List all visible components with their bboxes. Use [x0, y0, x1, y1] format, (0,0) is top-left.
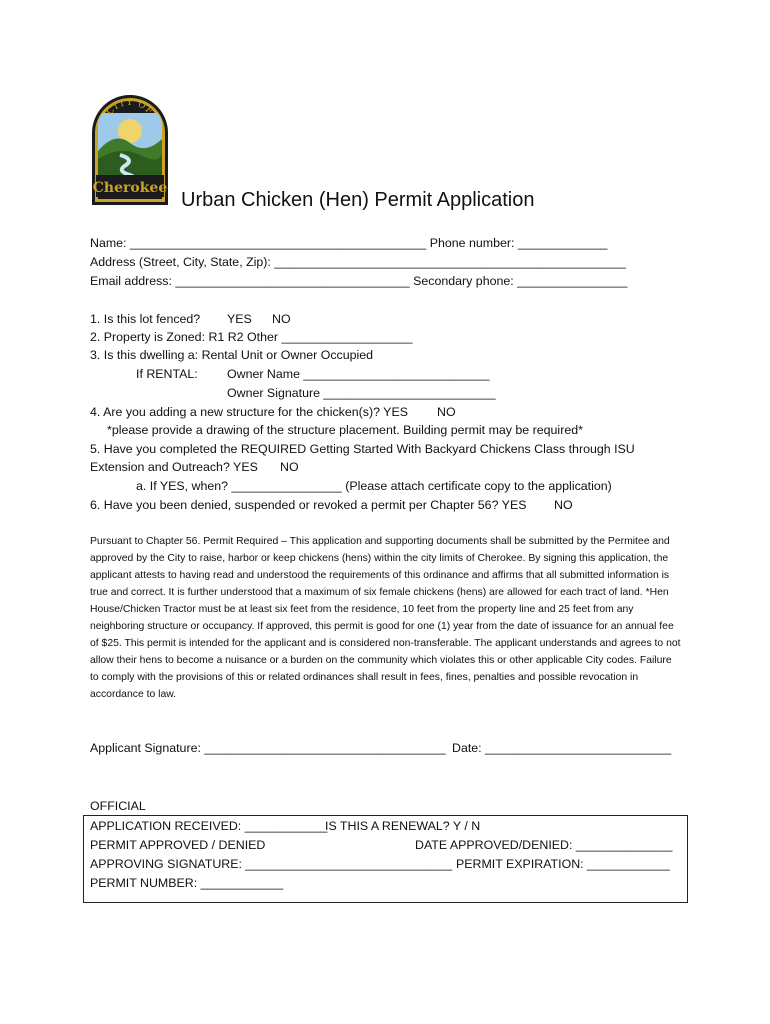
- applicant-signature-field[interactable]: Applicant Signature: ___________________________________: [90, 741, 446, 755]
- name-phone-field[interactable]: Name: ___________________________________________ Phone number: _____________: [90, 236, 608, 250]
- question-1: 1. Is this lot fenced?: [90, 312, 201, 326]
- question-4[interactable]: 4. Are you adding a new structure for the chicken(s)? YES: [90, 405, 408, 419]
- question-3-if-rental: If RENTAL:: [136, 367, 198, 381]
- question-2[interactable]: 2. Property is Zoned: R1 R2 Other ___________________: [90, 330, 413, 344]
- approving-signature-field[interactable]: APPROVING SIGNATURE: ______________________________: [90, 857, 453, 871]
- city-seal-icon: [90, 93, 170, 207]
- date-field[interactable]: Date: ___________________________: [452, 741, 672, 755]
- official-heading: OFFICIAL: [90, 799, 146, 813]
- address-field[interactable]: Address (Street, City, State, Zip): ___________________________________________________: [90, 255, 626, 269]
- logo-wordmark: Cherokee: [92, 180, 168, 196]
- question-6-no[interactable]: NO: [554, 498, 573, 512]
- date-approved-field[interactable]: DATE APPROVED/DENIED: ______________: [415, 838, 673, 852]
- question-6[interactable]: 6. Have you been denied, suspended or revoked a permit per Chapter 56? YES: [90, 498, 527, 512]
- question-1-no[interactable]: NO: [272, 312, 291, 326]
- permit-approved-field[interactable]: PERMIT APPROVED / DENIED: [90, 838, 266, 852]
- question-5: 5. Have you completed the REQUIRED Getting Started With Backyard Chickens Class through ISU: [90, 442, 635, 456]
- city-of-cherokee-logo: [90, 93, 170, 207]
- owner-name-field[interactable]: Owner Name ___________________________: [227, 367, 490, 381]
- question-5-no[interactable]: NO: [280, 460, 299, 474]
- email-phone-field[interactable]: Email address: __________________________________ Secondary phone: ________________: [90, 274, 628, 288]
- question-3[interactable]: 3. Is this dwelling a: Rental Unit or Owner Occupied: [90, 348, 374, 362]
- renewal-field[interactable]: IS THIS A RENEWAL? Y / N: [325, 819, 481, 833]
- question-4-note: *please provide a drawing of the structure placement. Building permit may be required*: [107, 423, 583, 437]
- logo-arc-text: CITY OF: [105, 97, 155, 118]
- page-title: Urban Chicken (Hen) Permit Application: [181, 189, 535, 211]
- question-5a[interactable]: a. If YES, when? ________________ (Please attach certificate copy to the application): [136, 479, 612, 493]
- owner-signature-field[interactable]: Owner Signature _________________________: [227, 386, 496, 400]
- permit-expiration-field[interactable]: PERMIT EXPIRATION: ____________: [456, 857, 670, 871]
- application-received-field[interactable]: APPLICATION RECEIVED: ____________: [90, 819, 328, 833]
- question-1-yes[interactable]: YES: [227, 312, 252, 326]
- ordinance-paragraph: Pursuant to Chapter 56. Permit Required – This application and supporting documents shall be submitted by the Permitee and approved by the City to raise, harbor or keep chickens (hens) within the city limits of Cherokee. By signing this application, the applicant attests to having read and understood the requirements of this ordinance and affirms that all submitted information is true and correct. It is further understood that a maximum of six female chickens (hens) are allowed for each tract of land. *Hen House/Chicken Tractor must be at least six feet from the residence, 10 feet from the property line and 25 feet from any neighboring structure or occupancy. If approved, this permit is good for one (1) year from the date of issuance for an annual fee of $25. This permit is intended for the applicant and is considered non-transferable. The applicant understands and agrees to not allow their hens to become a nuisance or a burden on the community which violates this or other applicable City codes. Failure to comply with the provisions of this or related ordinances shall result in fees, fines, penalties and possible revocation in accordance to law.: [90, 536, 681, 700]
- question-5-yes[interactable]: Extension and Outreach? YES: [90, 460, 258, 474]
- permit-number-field[interactable]: PERMIT NUMBER: ____________: [90, 876, 284, 890]
- question-4-no[interactable]: NO: [437, 405, 456, 419]
